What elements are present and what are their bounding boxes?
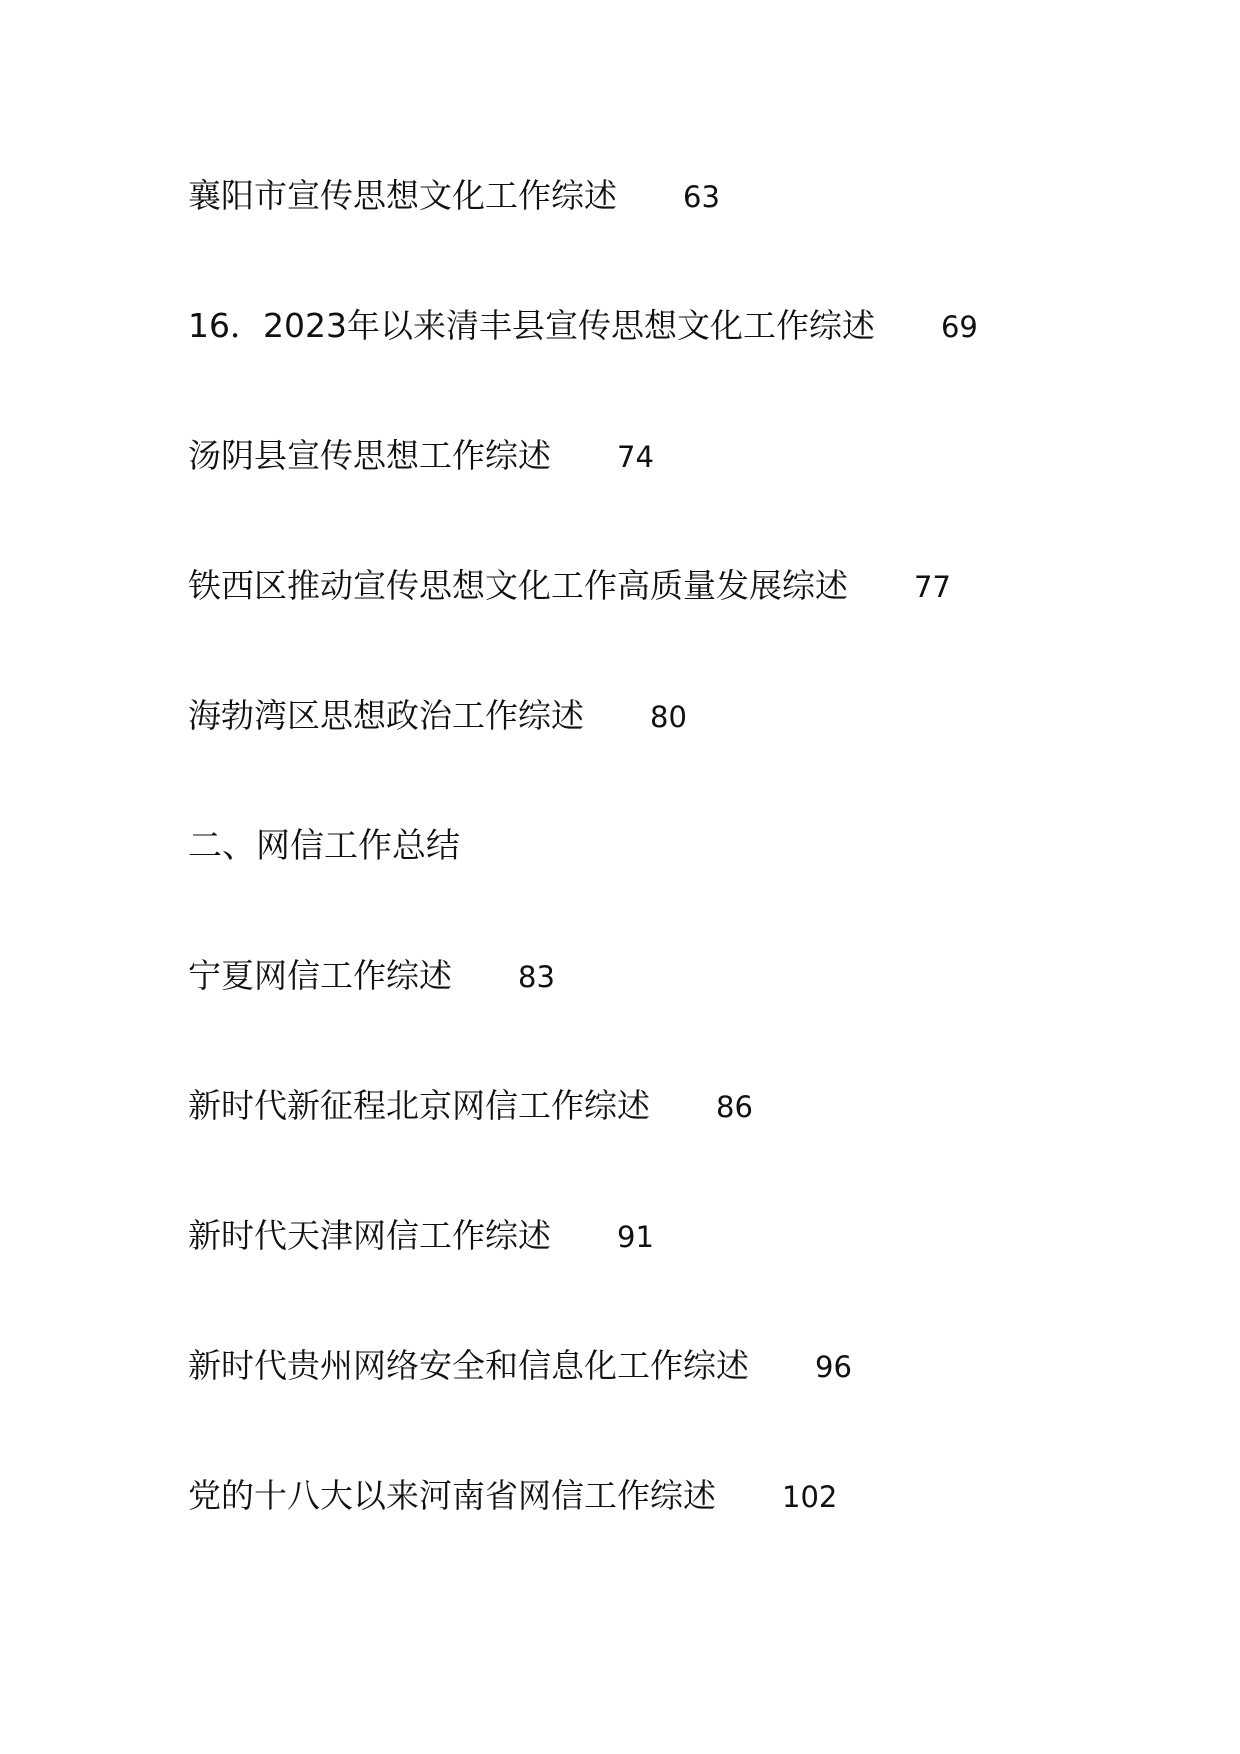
toc-entry[interactable] [188,426,654,486]
toc-entry-title: 新时代贵州网络安全和信息化工作综述 [188,1346,749,1385]
toc-entry[interactable] [188,1466,837,1526]
toc-entry-page: 102 [782,1480,838,1514]
toc-entry[interactable] [188,556,951,616]
toc-entry[interactable] [188,1336,852,1396]
toc-entry-title: 宁夏网信工作综述 [188,956,452,995]
toc-section-title: 二、网信工作总结 [188,826,460,866]
toc-entry[interactable] [188,686,687,746]
toc-entry-page: 74 [617,440,654,474]
toc-entry-page: 69 [940,310,978,344]
toc-entry[interactable] [188,1206,654,1266]
toc-entry-page: 91 [617,1220,654,1254]
toc-entry-title: 襄阳市宣传思想文化工作综述 [188,176,617,215]
toc-entry-title: 汤阴县宣传思想工作综述 [188,436,551,475]
toc-entry[interactable] [188,166,720,226]
toc-entry-title: 新时代天津网信工作综述 [188,1216,551,1255]
toc-entry-title: 铁西区推动宣传思想文化工作高质量发展综述 [188,566,848,605]
toc-entry-page: 96 [815,1350,852,1384]
toc-entry-title: 党的十八大以来河南省网信工作综述 [188,1476,716,1515]
toc-entry[interactable] [188,946,555,1006]
toc-entry-title: 海勃湾区思想政治工作综述 [188,696,584,735]
toc-section-heading[interactable] [188,816,460,876]
toc-entry-page: 63 [683,180,720,214]
toc-entry[interactable] [188,296,978,356]
toc-entry-page: 77 [914,570,951,604]
toc-entry-page: 86 [716,1090,753,1124]
toc-entry[interactable] [188,1076,753,1136]
toc-entry-title: 16．2023年以来清丰县宣传思想文化工作综述 [188,306,875,345]
toc-entry-page: 80 [650,700,687,734]
toc-entry-page: 83 [518,960,555,994]
toc-entry-title: 新时代新征程北京网信工作综述 [188,1086,650,1125]
